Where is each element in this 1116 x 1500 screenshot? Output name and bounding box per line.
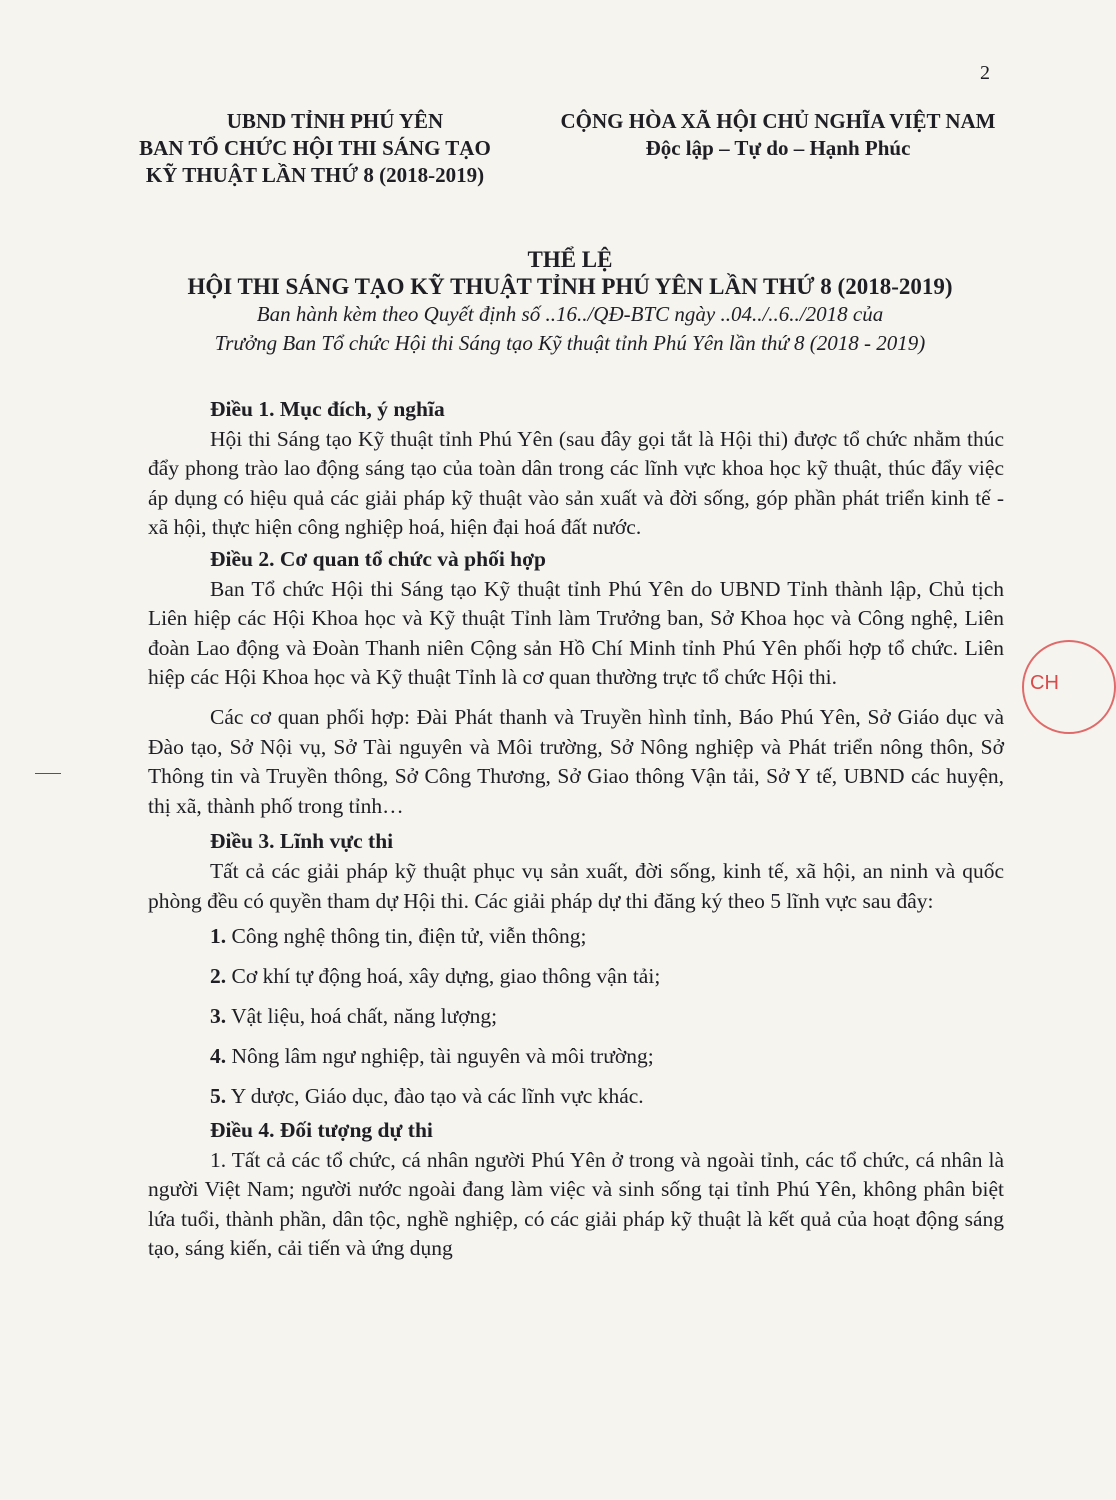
issuance-note-2: Trưởng Ban Tổ chức Hội thi Sáng tạo Kỹ thuật tỉnh Phú Yên lần thứ 8 (2018 - 2019) [214,331,926,355]
issuer-line-2: BAN TỔ CHỨC HỘI THI SÁNG TẠO [139,136,491,160]
issuance-note-1: Ban hành kèm theo Quyết định số ..16../QĐ-BTC ngày ..04../..6../2018 của [256,302,884,326]
article-2-paragraph-1: Ban Tổ chức Hội thi Sáng tạo Kỹ thuật tỉnh Phú Yên do UBND Tỉnh thành lập, Chủ tịch Liên hiệp các Hội Khoa học và Kỹ thuật Tỉnh làm Trưởng ban, Sở Khoa học và Công nghệ, Liên đoàn Lao động và Đoàn Thanh niên Cộng sản Hồ Chí Minh tỉnh Phú Yên phối hợp tổ chức. Liên hiệp các Hội Khoa học và Kỹ thuật Tỉnh là cơ quan thường trực tổ chức Hội thi. [148,576,1004,690]
field-item-number: 1. [210,924,227,949]
field-item-number: 4. [210,1044,227,1069]
field-item-3 [148,996,1004,1036]
field-item-text: Y dược, Giáo dục, đào tạo và các lĩnh vực khác. [226,1084,644,1109]
issuer-header [100,108,530,189]
official-stamp [1022,640,1116,734]
document-title-block [120,246,1020,358]
issuer-line-1: UBND TỈNH PHÚ YÊN [226,109,444,133]
article-1-paragraph: Hội thi Sáng tạo Kỹ thuật tỉnh Phú Yên (sau đây gọi tắt là Hội thi) được tổ chức nhằm thúc đẩy phong trào lao động sáng tạo của toàn dân trong các lĩnh vực khoa học kỹ thuật, thúc đẩy việc áp dụng có hiệu quả các giải pháp kỹ thuật vào sản xuất và đời sống, góp phần phát triển kinh tế - xã hội, thực hiện công nghiệp hoá, hiện đại hoá đất nước. [148,426,1004,540]
field-item-text: Cơ khí tự động hoá, xây dựng, giao thông vận tải; [226,964,661,989]
field-item-4 [148,1036,1004,1076]
issuer-line-3: KỸ THUẬT LẦN THỨ 8 (2018-2019) [145,163,485,187]
national-title: CỘNG HÒA XÃ HỘI CHỦ NGHĨA VIỆT NAM [560,109,996,133]
page-number: 2 [980,62,990,84]
field-item-1 [148,916,1004,956]
article-3-heading: Điều 3. Lĩnh vực thi [210,829,394,854]
field-item-number: 3. [210,1004,227,1029]
national-header [528,108,1028,162]
document-body [148,395,1004,1264]
field-item-number: 2. [210,964,227,989]
article-4-paragraph: 1. Tất cả các tổ chức, cá nhân người Phú Yên ở trong và ngoài tỉnh, các tổ chức, cá nhân là người Việt Nam; người nước ngoài đang làm việc và sinh sống tại tỉnh Phú Yên, không phân biệt lứa tuổi, thành phần, dân tộc, nghề nghiệp, có các giải pháp kỹ thuật là kết quả của hoạt động sáng tạo, sáng kiến, cải tiến và ứng dụng [148,1147,1004,1261]
field-item-text: Công nghệ thông tin, điện tử, viễn thông; [226,924,587,949]
document-subject: HỘI THI SÁNG TẠO KỸ THUẬT TỈNH PHÚ YÊN LẦN THỨ 8 (2018-2019) [187,274,953,299]
article-1-heading: Điều 1. Mục đích, ý nghĩa [210,397,445,421]
field-item-text: Vật liệu, hoá chất, năng lượng; [226,1004,498,1029]
article-4-heading: Điều 4. Đối tượng dự thi [210,1118,433,1143]
field-item-text: Nông lâm ngư nghiệp, tài nguyên và môi trường; [226,1044,654,1069]
document-title: THỂ LỆ [527,247,613,272]
article-2-paragraph-2: Các cơ quan phối hợp: Đài Phát thanh và Truyền hình tỉnh, Báo Phú Yên, Sở Giáo dục và Đào tạo, Sở Nội vụ, Sở Tài nguyên và Môi trường, Sở Nông nghiệp và Phát triển nông thôn, Sở Thông tin và Truyền thông, Sở Công Thương, Sở Giao thông Vận tải, Sở Y tế, UBND các huyện, thị xã, thành phố trong tỉnh… [148,704,1004,818]
article-3-paragraph: Tất cả các giải pháp kỹ thuật phục vụ sản xuất, đời sống, kinh tế, xã hội, an ninh và quốc phòng đều có quyền tham dự Hội thi. Các giải pháp dự thi đăng ký theo 5 lĩnh vực sau đây: [148,858,1004,913]
stamp-text: CH [1030,672,1059,694]
field-item-2 [148,956,1004,996]
article-2-heading: Điều 2. Cơ quan tổ chức và phối hợp [210,546,546,571]
national-motto: Độc lập – Tự do – Hạnh Phúc [645,136,911,160]
margin-mark [35,773,61,774]
field-item-5 [148,1076,1004,1116]
field-item-number: 5. [210,1084,227,1109]
